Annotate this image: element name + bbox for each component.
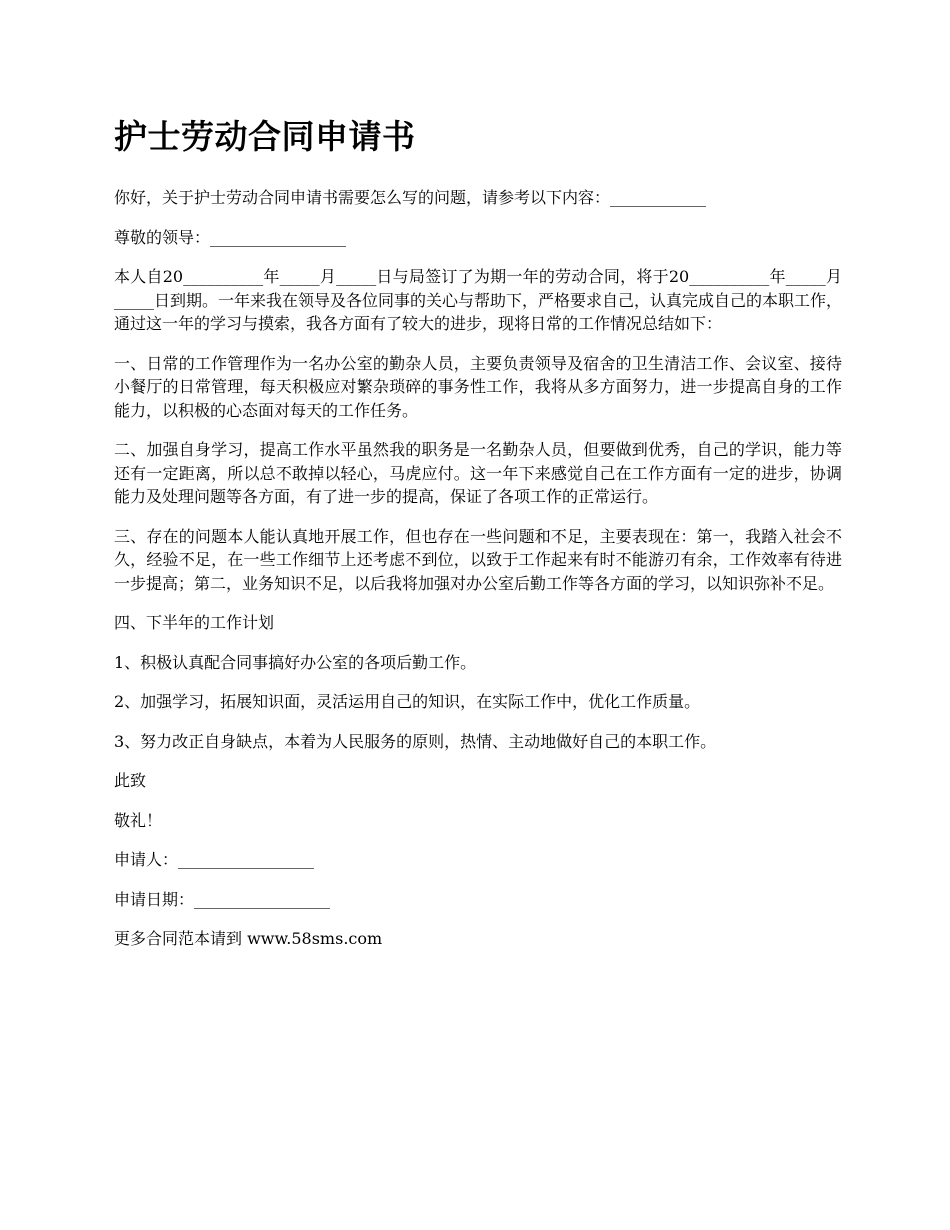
plan-item-1: 1、积极认真配合同事搞好办公室的各项后勤工作。 bbox=[114, 652, 477, 672]
footer-note: 更多合同范本请到 www.58sms.com bbox=[114, 929, 383, 948]
body-paragraph-problems: 三、存在的问题本人能认真地开展工作，但也存在一些问题和不足，主要表现在：第一，我踏入社会不久，经验不足，在一些工作细节上还考虑不到位，以致于工作起来有时不能游刃有余，工作效率有待进一步提高；第二，业务知识不足，以后我将加强对办公室后勤工作等各方面的学习，以知识弥补不足。 bbox=[114, 526, 842, 593]
intro-paragraph: 你好，关于护士劳动合同申请书需要怎么写的问题，请参考以下内容：____________ bbox=[114, 188, 707, 207]
closing-line-2: 敬礼！ bbox=[114, 810, 163, 830]
date-line: 申请日期：_________________ bbox=[114, 889, 331, 909]
closing-line-1: 此致 bbox=[114, 771, 147, 790]
section-heading-work-plan: 四、下半年的工作计划 bbox=[114, 613, 275, 632]
plan-item-2: 2、加强学习，拓展知识面，灵活运用自己的知识，在实际工作中，优化工作质量。 bbox=[114, 692, 701, 711]
body-paragraph-contract-period: 本人自20__________年_____月_____日与局签订了为期一年的劳动合同，将于20__________年_____月_____日到期。一年来我在领导及各位同事的关心与帮助下，严格要求自己，认真完成自己的本职工作，通过这一年的学习与摸索，我各方面有了较大的进步，现将日常的工作情况总结如下： bbox=[114, 267, 843, 333]
body-paragraph-self-study: 二、加强自身学习，提高工作水平虽然我的职务是一名勤杂人员，但要做到优秀，自己的学识，能力等还有一定距离，所以总不敢掉以轻心，马虎应付。这一年下来感觉自己在工作方面有一定的进步，协调能力及处理问题等各方面，有了进一步的提高，保证了各项工作的正常运行。 bbox=[114, 440, 842, 506]
document-title: 护士劳动合同申请书 bbox=[114, 117, 416, 156]
salutation: 尊敬的领导：_________________ bbox=[114, 227, 347, 247]
plan-item-3: 3、努力改正自身缺点，本着为人民服务的原则，热情、主动地做好自己的本职工作。 bbox=[114, 731, 717, 751]
document-page bbox=[114, 112, 842, 967]
body-paragraph-daily-work: 一、日常的工作管理作为一名办公室的勤杂人员，主要负责领导及宿舍的卫生清洁工作、会议室、接待小餐厅的日常管理，每天积极应对繁杂琐碎的事务性工作，我将从多方面努力，进一步提高自身的工作能力，以积极的心态面对每天的工作任务。 bbox=[114, 353, 842, 420]
applicant-line: 申请人：_________________ bbox=[114, 850, 315, 869]
